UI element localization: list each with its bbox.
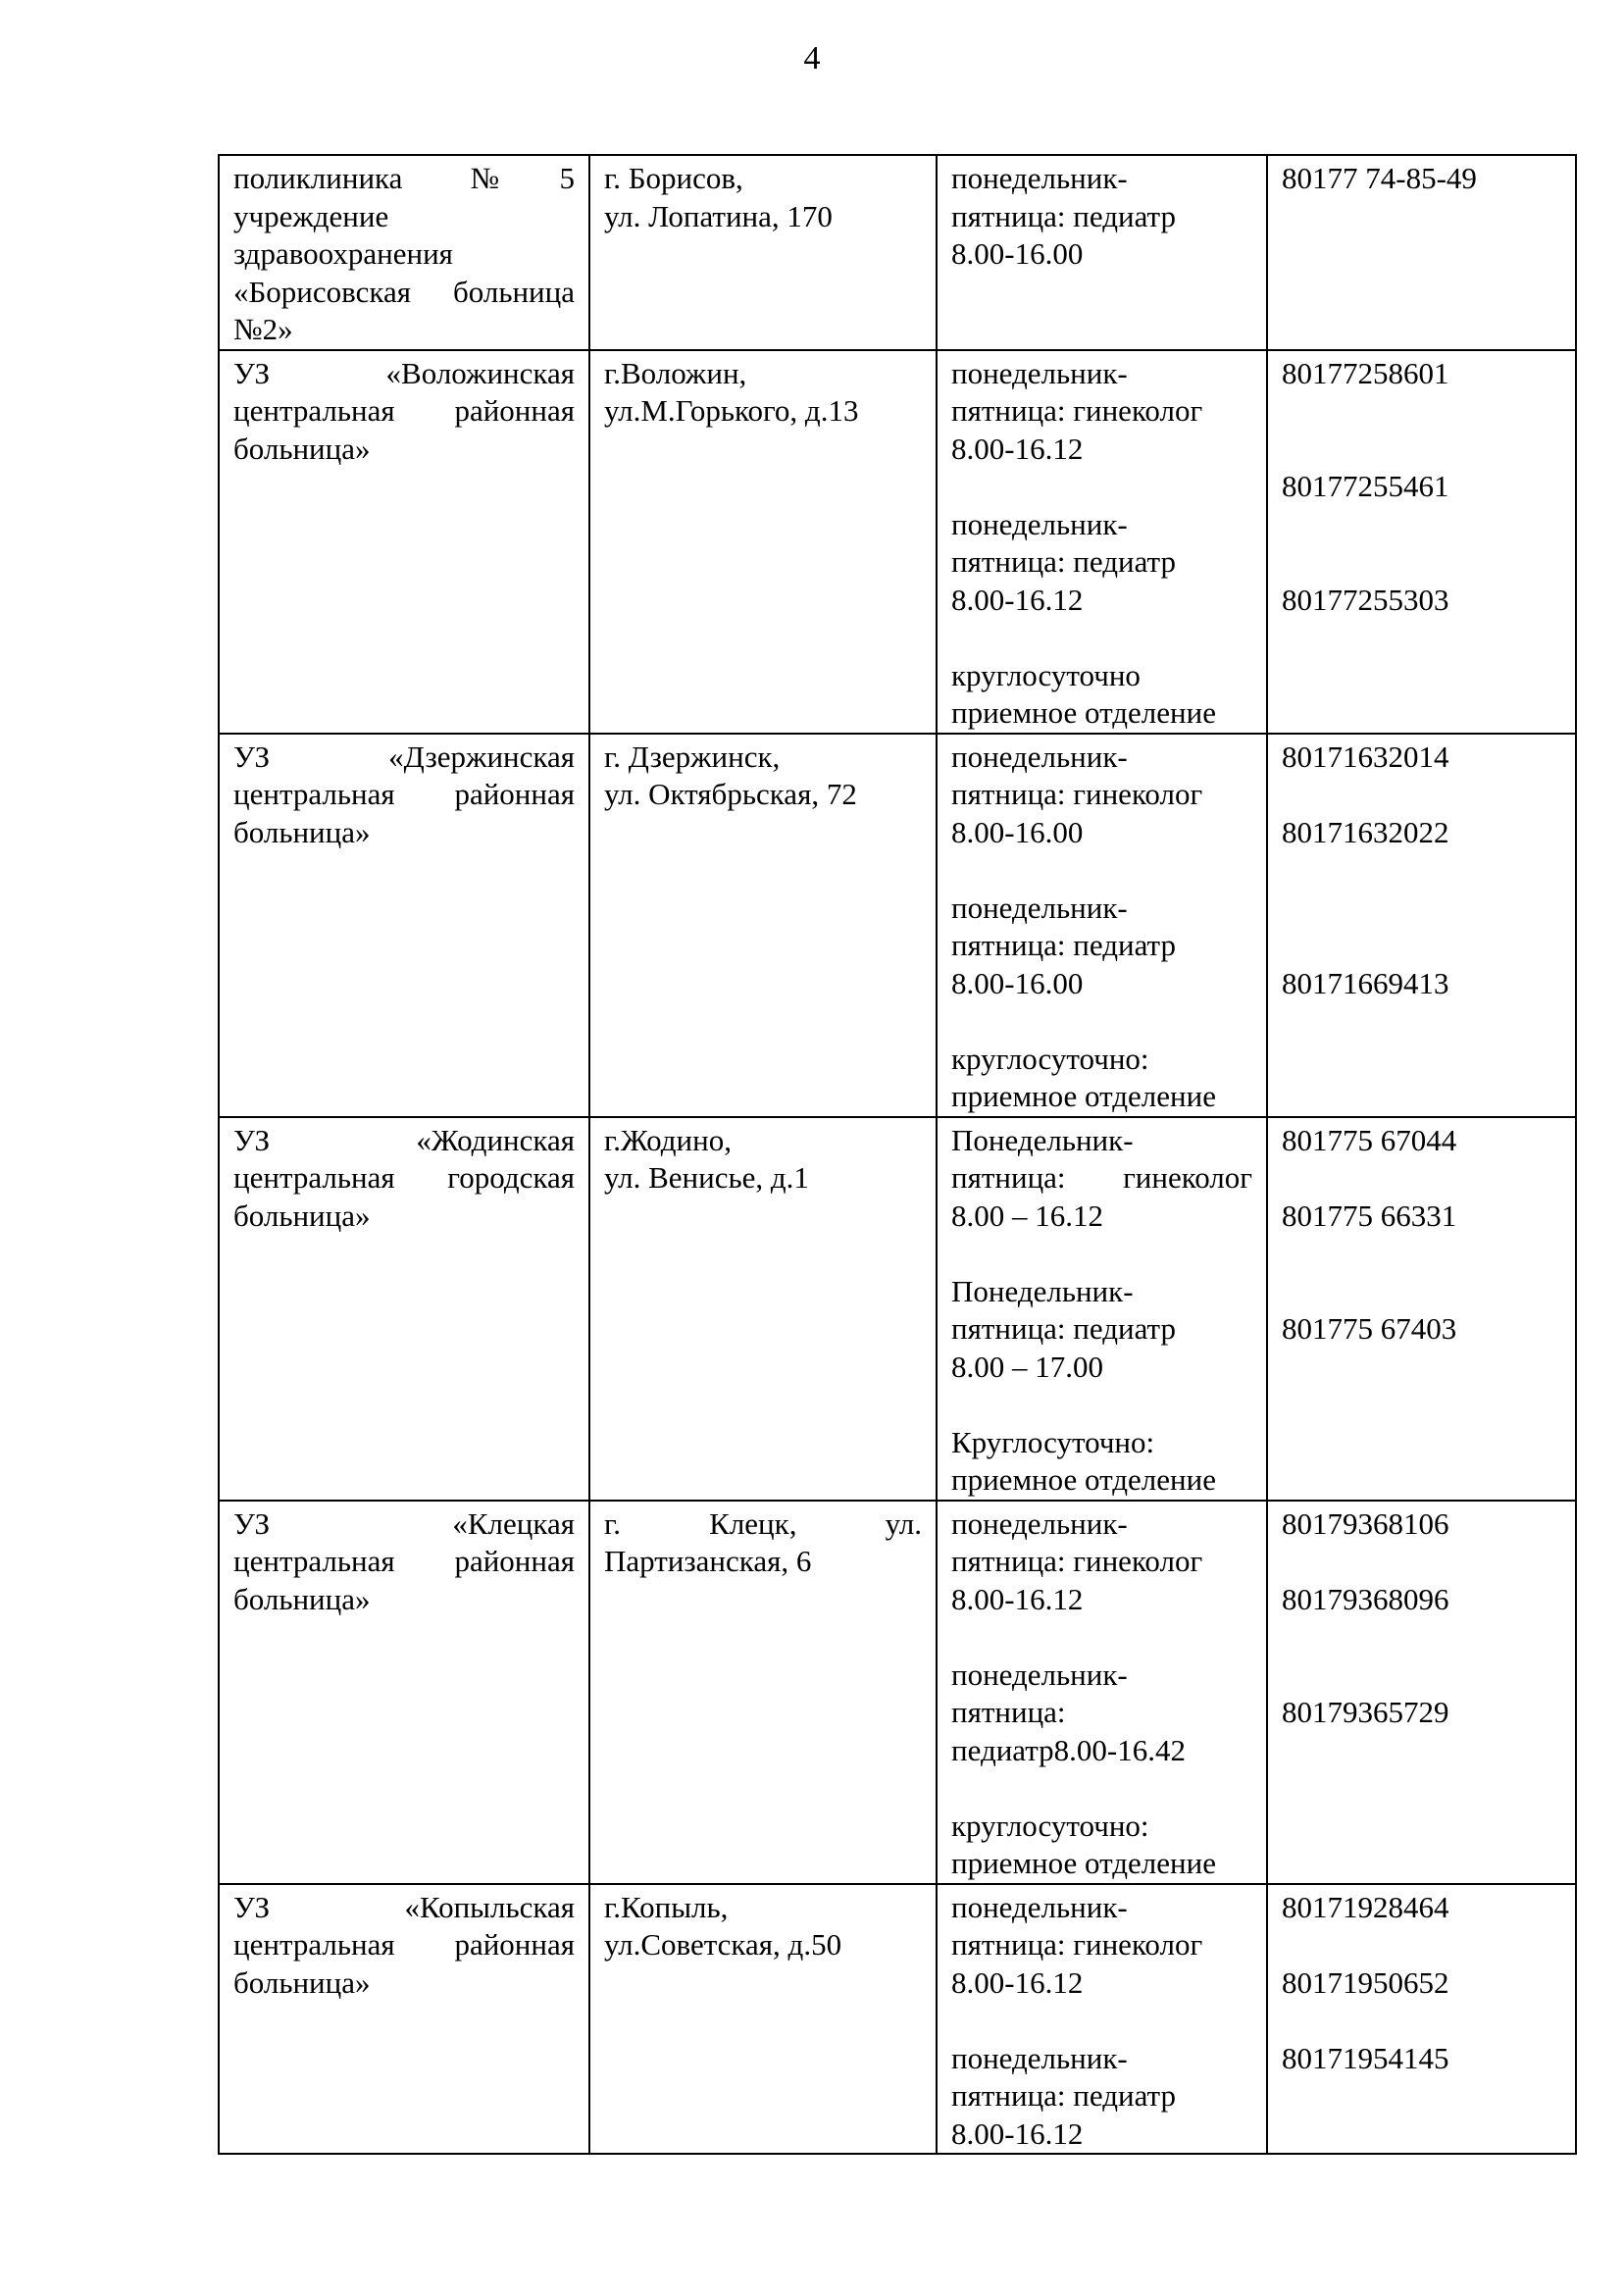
institution-line: УЗ «Дзержинская — [233, 739, 575, 774]
schedule-line: приемное отделение — [951, 1079, 1216, 1113]
schedule-line: 8.00-16.00 — [951, 236, 1084, 271]
address-cell — [589, 1884, 937, 2155]
schedule-line: круглосуточно: — [951, 1808, 1149, 1843]
institution-line: больница» — [233, 1964, 371, 2000]
institution-cell — [219, 1501, 589, 1884]
schedule-line: 8.00 – 17.00 — [951, 1349, 1103, 1384]
schedule-line: 8.00-16.12 — [951, 582, 1084, 617]
schedule-line: понедельник- — [951, 1505, 1128, 1541]
address-line: ул.Советская, д.50 — [604, 1927, 842, 1962]
institution-line: УЗ «Жодинская — [233, 1122, 575, 1157]
phone-number: 80177 74-85-49 — [1282, 161, 1477, 195]
phone-number: 80177255303 — [1282, 582, 1449, 617]
phone-number: 80171669413 — [1282, 965, 1449, 1000]
schedule-line: Круглосуточно: — [951, 1424, 1155, 1459]
schedule-line: 8.00 – 16.12 — [951, 1198, 1103, 1233]
address-cell — [589, 155, 937, 350]
address-cell — [589, 734, 937, 1117]
institution-line: учреждение — [233, 198, 389, 233]
schedule-line: пятница: педиатр — [951, 198, 1176, 233]
institution-cell — [219, 155, 589, 350]
institution-line: больница» — [233, 814, 371, 849]
schedule-line: пятница: педиатр — [951, 2078, 1176, 2113]
institution-line: центральная городская — [233, 1160, 575, 1195]
address-line: ул. Венисье, д.1 — [604, 1160, 809, 1195]
phone-number: 80177258601 — [1282, 355, 1449, 390]
institution-line: поликлиника №5 — [233, 161, 575, 195]
phone-number: 80171928464 — [1282, 1889, 1449, 1924]
institution-line: УЗ «Клецкая — [233, 1505, 575, 1541]
address-line: ул.М.Горького, д.13 — [604, 393, 859, 428]
schedule-line: пятница: гинеколог — [951, 1927, 1203, 1962]
schedule-line: понедельник- — [951, 1889, 1128, 1924]
phone-number: 80179365729 — [1282, 1695, 1449, 1729]
schedule-cell — [937, 155, 1267, 350]
table-row — [219, 350, 1576, 734]
phone-number: 80179368096 — [1282, 1581, 1449, 1616]
schedule-line: 8.00-16.12 — [951, 2116, 1084, 2151]
table-row — [219, 155, 1576, 350]
address-line: ул. Октябрьская, 72 — [604, 777, 857, 811]
schedule-cell — [937, 350, 1267, 734]
schedule-line: круглосуточно — [951, 657, 1141, 692]
address-line: г. Дзержинск, — [604, 739, 781, 774]
phone-number: 80171954145 — [1282, 2040, 1449, 2075]
address-line: г.Жодино, — [604, 1122, 732, 1157]
phone-number: 801775 66331 — [1282, 1198, 1457, 1233]
schedule-cell — [937, 1884, 1267, 2155]
schedule-line: 8.00-16.12 — [951, 1964, 1084, 2000]
table-row — [219, 734, 1576, 1117]
phone-number: 801775 67044 — [1282, 1122, 1457, 1157]
schedule-line: приемное отделение — [951, 1462, 1216, 1497]
schedule-line: понедельник- — [951, 890, 1128, 925]
table-row — [219, 1501, 1576, 1884]
schedule-line: пятница: гинеколог — [951, 393, 1203, 428]
phone-number: 80177255461 — [1282, 469, 1449, 503]
address-cell — [589, 1501, 937, 1884]
institution-line: «Борисовская больница — [233, 274, 575, 309]
address-line: г.Воложин, — [604, 355, 747, 390]
schedule-line: 8.00-16.00 — [951, 814, 1084, 849]
schedule-line: пятница: педиатр — [951, 544, 1176, 579]
schedule-line: педиатр8.00-16.42 — [951, 1732, 1187, 1767]
schedule-line: пятница: гинеколог — [951, 1160, 1252, 1195]
schedule-cell — [937, 734, 1267, 1117]
schedule-line: Понедельник- — [951, 1273, 1134, 1308]
address-cell — [589, 1117, 937, 1501]
schedule-line: 8.00-16.00 — [951, 965, 1084, 1000]
schedule-line: пятница: гинеколог — [951, 777, 1203, 811]
schedule-line: пятница: педиатр — [951, 928, 1176, 962]
schedule-line: приемное отделение — [951, 1846, 1216, 1880]
clinic-table — [218, 154, 1577, 2155]
schedule-line: пятница: — [951, 1695, 1066, 1729]
schedule-line: круглосуточно: — [951, 1041, 1149, 1076]
schedule-line: приемное отделение — [951, 695, 1216, 730]
phone-cell — [1267, 1501, 1576, 1884]
schedule-line: понедельник- — [951, 355, 1128, 390]
institution-line: центральная районная — [233, 1544, 575, 1578]
institution-cell — [219, 350, 589, 734]
address-cell — [589, 350, 937, 734]
phone-number: 80179368106 — [1282, 1505, 1449, 1541]
institution-line: №2» — [233, 312, 293, 346]
institution-cell — [219, 1117, 589, 1501]
institution-line: больница» — [233, 1198, 371, 1233]
address-line: Партизанская, 6 — [604, 1544, 812, 1578]
schedule-line: пятница: гинеколог — [951, 1544, 1203, 1578]
phone-cell — [1267, 350, 1576, 734]
institution-line: больница» — [233, 431, 371, 466]
phone-number: 80171632022 — [1282, 814, 1449, 849]
institution-line: УЗ «Воложинская — [233, 355, 575, 390]
phone-cell — [1267, 1117, 1576, 1501]
address-line: г.Копыль, — [604, 1889, 729, 1924]
institution-cell — [219, 734, 589, 1117]
schedule-line: 8.00-16.12 — [951, 1581, 1084, 1616]
phone-cell — [1267, 1884, 1576, 2155]
schedule-line: понедельник- — [951, 739, 1128, 774]
phone-number: 80171950652 — [1282, 1964, 1449, 2000]
address-line: г. Клецк, ул. — [604, 1505, 922, 1541]
phone-number: 80171632014 — [1282, 739, 1449, 774]
page-number: 4 — [803, 40, 821, 76]
institution-cell — [219, 1884, 589, 2155]
schedule-line: Понедельник- — [951, 1122, 1134, 1157]
table-row — [219, 1117, 1576, 1501]
institution-line: центральная районная — [233, 1927, 575, 1962]
institution-line: больница» — [233, 1581, 371, 1616]
phone-cell — [1267, 155, 1576, 350]
schedule-line: 8.00-16.12 — [951, 431, 1084, 466]
schedule-line: понедельник- — [951, 2040, 1128, 2075]
schedule-cell — [937, 1117, 1267, 1501]
table-row — [219, 1884, 1576, 2155]
phone-number: 801775 67403 — [1282, 1311, 1457, 1346]
schedule-line: понедельник- — [951, 1657, 1128, 1692]
address-line: ул. Лопатина, 170 — [604, 198, 833, 233]
institution-line: центральная районная — [233, 777, 575, 811]
schedule-cell — [937, 1501, 1267, 1884]
schedule-line: понедельник- — [951, 161, 1128, 195]
phone-cell — [1267, 734, 1576, 1117]
address-line: г. Борисов, — [604, 161, 743, 195]
schedule-line: пятница: педиатр — [951, 1311, 1176, 1346]
schedule-line: понедельник- — [951, 506, 1128, 541]
institution-line: УЗ «Копыльская — [233, 1889, 575, 1924]
institution-line: здравоохранения — [233, 236, 453, 271]
institution-line: центральная районная — [233, 393, 575, 428]
